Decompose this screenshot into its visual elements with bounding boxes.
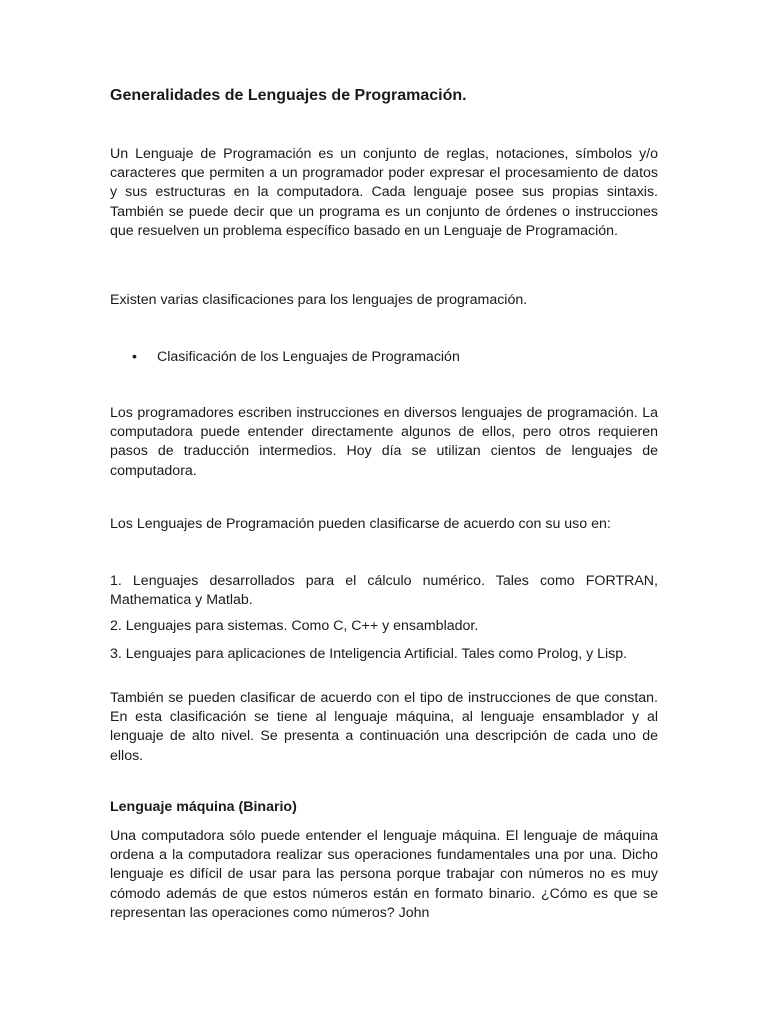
classifications-intro: Existen varias clasificaciones para los lenguajes de programación.	[110, 292, 528, 308]
usage-item-3: 3. Lenguajes para aplicaciones de Inteligencia Artificial. Tales como Prolog, y Lisp.	[110, 646, 628, 662]
document-title: Generalidades de Lenguajes de Programación.	[110, 87, 467, 104]
intro-paragraph: Un Lenguaje de Programación es un conjunto de reglas, notaciones, símbolos y/o caracteres que permiten a un programador poder expresar el procesamiento de datos y sus estructuras en la computadora. Cada lenguaje posee sus propias sintaxis. También se puede decir que un programa es un conjunto de órdenes o instrucciones que resuelven un problema específico basado en un Lenguaje de Programación.	[110, 146, 658, 239]
programmers-paragraph: Los programadores escriben instrucciones en diversos lenguajes de programación. La computadora puede entender directamente algunos de ellos, pero otros requieren pasos de traducción intermedios. Hoy día se utilizan cientos de lenguajes de computadora.	[110, 405, 658, 479]
instruction-type-paragraph: También se pueden clasificar de acuerdo con el tipo de instrucciones de que constan. En esta clasificación se tiene al lenguaje máquina, al lenguaje ensamblador y al lenguaje de alto nivel. Se presenta a continuación una descripción de cada uno de ellos.	[110, 690, 658, 764]
usage-item-2: 2. Lenguajes para sistemas. Como C, C++ y ensamblador.	[110, 618, 479, 634]
machine-language-heading: Lenguaje máquina (Binario)	[110, 799, 297, 815]
bullet-dot-icon: •	[132, 349, 137, 365]
bullet-item-text: Clasificación de los Lenguajes de Programación	[157, 349, 460, 365]
usage-item-1: 1. Lenguajes desarrollados para el cálculo numérico. Tales como FORTRAN, Mathematica y Matlab.	[110, 573, 658, 609]
machine-language-paragraph: Una computadora sólo puede entender el lenguaje máquina. El lenguaje de máquina ordena a la computadora realizar sus operaciones fundamentales una por una. Dicho lenguaje es difícil de usar para las persona porque trabajar con números no es muy cómodo además de que estos números están en formato binario. ¿Cómo es que se representan las operaciones como números? John	[110, 828, 658, 921]
usage-intro: Los Lenguajes de Programación pueden clasificarse de acuerdo con su uso en:	[110, 516, 611, 532]
